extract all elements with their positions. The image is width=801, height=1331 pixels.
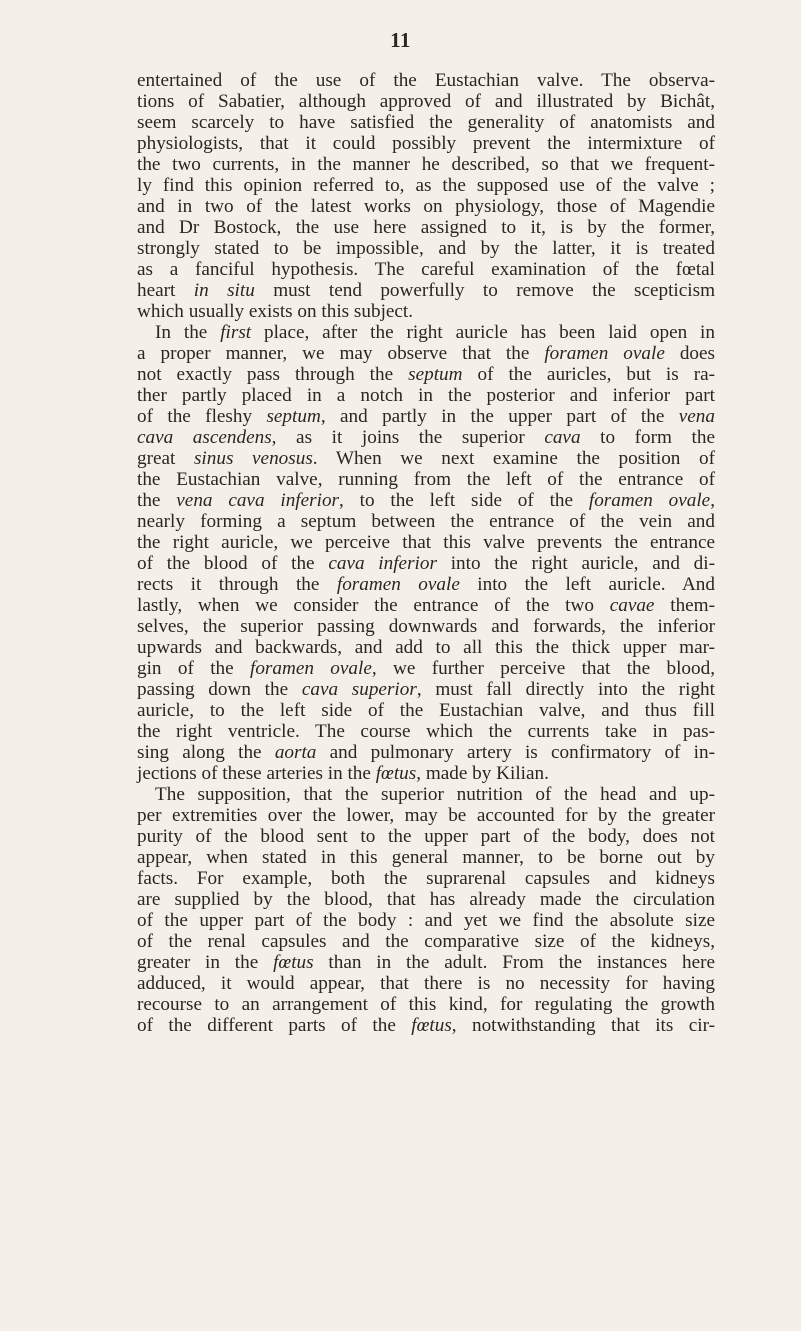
text-line: facts. For example, both the suprarenal capsules and kidneys [137,868,715,889]
text-line: of the fleshy septum, and partly in the upper part of the vena [137,406,715,427]
text-line: passing down the cava superior, must fall directly into the right [137,679,715,700]
text-line: and in two of the latest works on physiology, those of Magendie [137,196,715,217]
text-line: per extremities over the lower, may be accounted for by the greater [137,805,715,826]
page-number: 11 [390,28,411,52]
text-line: of the upper part of the body : and yet we find the absolute size [137,910,715,931]
text-line: and Dr Bostock, the use here assigned to it, is by the former, [137,217,715,238]
text-line: ther partly placed in a notch in the posterior and inferior part [137,385,715,406]
text-line: the right auricle, we perceive that this valve prevents the entrance [137,532,715,553]
paragraph [137,322,715,784]
text-line: of the blood of the cava inferior into the right auricle, and di- [137,553,715,574]
text-line: of the different parts of the fœtus, notwithstanding that its cir- [137,1015,715,1036]
text-line: The supposition, that the superior nutrition of the head and up- [155,784,715,805]
text-line: rects it through the foramen ovale into the left auricle. And [137,574,715,595]
text-line: purity of the blood sent to the upper part of the body, does not [137,826,715,847]
text-line: gin of the foramen ovale, we further perceive that the blood, [137,658,715,679]
text-line: the right ventricle. The course which the currents take in pas- [137,721,715,742]
text-line: sing along the aorta and pulmonary artery is confirmatory of in- [137,742,715,763]
text-line: selves, the superior passing downwards and forwards, the inferior [137,616,715,637]
text-line: nearly forming a septum between the entrance of the vein and [137,511,715,532]
text-line: greater in the fœtus than in the adult. From the instances here [137,952,716,973]
text-line: are supplied by the blood, that has already made the circulation [137,889,715,910]
text-line: appear, when stated in this general manner, to be borne out by [137,847,715,868]
text-line: auricle, to the left side of the Eustachian valve, and thus fill [137,700,715,721]
text-line: upwards and backwards, and add to all this the thick upper mar- [137,637,715,658]
paragraph [137,784,715,1036]
text-line: tions of Sabatier, although approved of and illustrated by Bichât, [137,91,715,112]
text-line: seem scarcely to have satisfied the generality of anatomists and [137,112,715,133]
paragraph [137,70,715,322]
text-line: which usually exists on this subject. [137,301,414,322]
text-line: In the first place, after the right auricle has been laid open in [155,322,715,343]
text-line: lastly, when we consider the entrance of the two cavae them- [137,595,715,616]
text-line: the vena cava inferior, to the left side of the foramen ovale, [137,490,715,511]
text-line: jections of these arteries in the fœtus, made by Kilian. [137,763,549,784]
text-line: a proper manner, we may observe that the foramen ovale does [137,343,716,364]
text-line: cava ascendens, as it joins the superior cava to form the [137,427,715,448]
text-line: adduced, it would appear, that there is no necessity for having [137,973,715,994]
text-line: heart in situ must tend powerfully to remove the scepticism [137,280,715,301]
text-line: entertained of the use of the Eustachian valve. The observa- [137,70,715,91]
text-line: as a fanciful hypothesis. The careful examination of the fœtal [137,259,715,280]
text-line: the Eustachian valve, running from the left of the entrance of [137,469,715,490]
text-line: physiologists, that it could possibly prevent the intermixture of [137,133,715,154]
text-line: recourse to an arrangement of this kind, for regulating the growth [137,994,715,1015]
text-line: strongly stated to be impossible, and by the latter, it is treated [137,238,715,259]
text-line: great sinus venosus. When we next examine the position of [137,448,715,469]
text-line: ly find this opinion referred to, as the supposed use of the valve ; [137,175,715,196]
body-text [137,70,715,1036]
text-line: of the renal capsules and the comparative size of the kidneys, [137,931,715,952]
text-line: not exactly pass through the septum of the auricles, but is ra- [137,364,716,385]
text-line: the two currents, in the manner he described, so that we frequent- [137,154,715,175]
